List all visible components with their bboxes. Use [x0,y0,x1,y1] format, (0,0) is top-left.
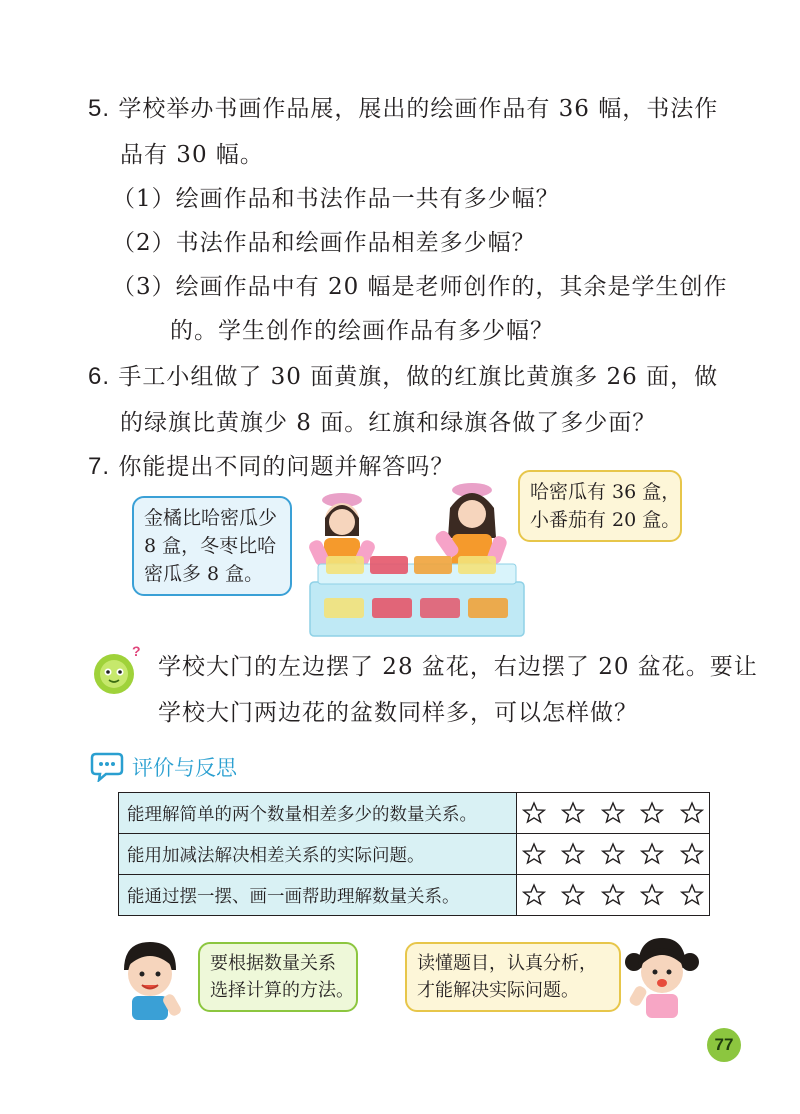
tip-boy-line: 选择计算的方法。 [210,980,354,1001]
evaluation-criterion: 能用加减法解决相差关系的实际问题。 [119,834,517,875]
market-stall-illustration [290,478,530,638]
page-number: 77 [707,1028,741,1062]
svg-text:?: ? [132,643,141,659]
q5-number: 5. [88,95,111,122]
star-icon[interactable] [522,801,546,825]
star-icon[interactable] [680,842,704,866]
q6-number: 6. [88,363,111,390]
cabbage-mascot-icon [88,642,144,698]
bubble-right-line: 小番茄有 20 盒。 [530,509,681,531]
bubble-left-line: 密瓜多 8 盒。 [144,563,264,585]
tip-girl-line: 才能解决实际问题。 [417,980,579,1001]
table-row [119,793,710,834]
q6-line1 [88,362,718,392]
q5-line1 [88,94,718,124]
bubble-left-line: 8 盒，冬枣比哈 [144,535,277,557]
q5-sub3-line1: （3）绘画作品中有 20 幅是老师创作的，其余是学生创作 [112,274,728,300]
q5-sub2: （2）书法作品和绘画作品相差多少幅？ [112,230,536,256]
star-icon[interactable] [640,842,664,866]
think-line1: 学校大门的左边摆了 28 盆花，右边摆了 20 盆花。要让 [158,654,758,680]
q7-bubble-left [132,496,292,596]
evaluation-criterion: 能理解简单的两个数量相差多少的数量关系。 [119,793,517,834]
star-icon[interactable] [561,801,585,825]
bubble-left-line: 金橘比哈密瓜少 [144,507,278,529]
star-icon[interactable] [522,842,546,866]
star-icon[interactable] [601,842,625,866]
q6-line2: 的绿旗比黄旗少 8 面。红旗和绿旗各做了多少面？ [120,410,657,436]
star-icon[interactable] [680,883,704,907]
star-icon[interactable] [680,801,704,825]
think-line2: 学校大门两边花的盆数同样多，可以怎样做？ [158,700,638,726]
q5-line2: 品有 30 幅。 [120,142,264,168]
star-icon[interactable] [522,883,546,907]
table-row [119,875,710,916]
star-icon[interactable] [601,883,625,907]
q7-number: 7. [88,453,111,480]
evaluation-criterion: 能通过摆一摆、画一画帮助理解数量关系。 [119,875,517,916]
q5-sub3-line2: 的。学生创作的绘画作品有多少幅？ [170,318,554,344]
q7-text: 你能提出不同的问题并解答吗？ [118,454,455,480]
star-icon[interactable] [640,883,664,907]
q7-bubble-right [518,470,682,542]
tip-girl-line: 读懂题目，认真分析， [417,953,597,974]
table-row [119,834,710,875]
q5-sub1: （1）绘画作品和书法作品一共有多少幅？ [112,186,560,212]
star-rating [516,875,709,916]
tip-bubble-girl [405,942,621,1012]
q6-text: 手工小组做了 30 面黄旗，做的红旗比黄旗多 26 面，做 [118,364,719,390]
star-rating [516,793,709,834]
tip-bubble-boy [198,942,358,1012]
evaluation-table [118,792,710,916]
girl-character [622,932,702,1018]
evaluation-title: 评价与反思 [132,756,237,780]
bubble-right-line: 哈密瓜有 36 盒， [530,481,681,503]
star-icon[interactable] [561,883,585,907]
fruit-counter [310,556,524,636]
star-icon[interactable] [561,842,585,866]
chat-bubble-icon [90,750,124,782]
star-rating [516,834,709,875]
tip-boy-line: 要根据数量关系 [210,953,336,974]
star-icon[interactable] [601,801,625,825]
q5-text: 学校举办书画作品展，展出的绘画作品有 36 幅，书法作 [118,96,719,122]
star-icon[interactable] [640,801,664,825]
boy-character [110,936,190,1020]
